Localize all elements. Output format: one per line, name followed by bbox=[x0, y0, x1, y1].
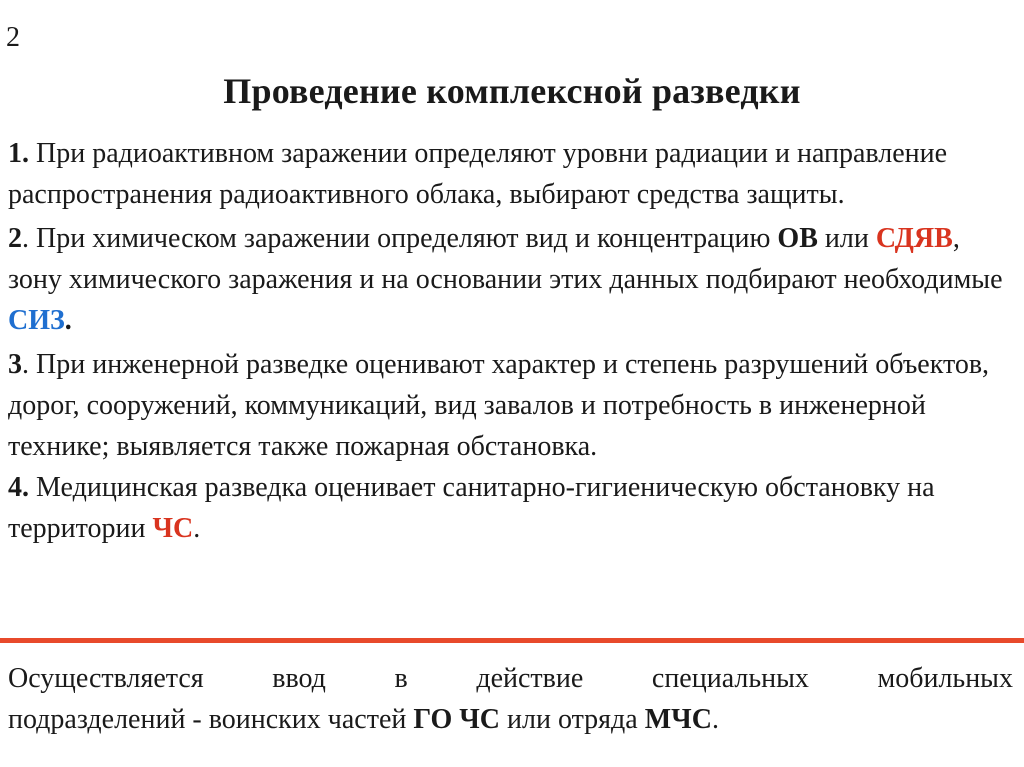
term-mchs: МЧС bbox=[644, 704, 712, 735]
term-siz: СИЗ bbox=[8, 305, 65, 336]
footer-text bbox=[8, 658, 1013, 740]
term-ov: ОВ bbox=[777, 223, 818, 254]
item-end: . bbox=[590, 431, 598, 462]
slide-title: Проведение комплексной разведки bbox=[223, 71, 801, 111]
divider-line bbox=[0, 638, 1024, 643]
footer-line-1: Осуществляется ввод в действие специальных мобильных bbox=[8, 663, 1013, 694]
item-number: 1. bbox=[8, 138, 29, 169]
term-go-chs: ГО ЧС bbox=[413, 704, 501, 735]
list-item-1 bbox=[8, 133, 1013, 215]
item-number: 3 bbox=[8, 349, 22, 380]
list-item-3 bbox=[8, 344, 1013, 467]
footer-end: . bbox=[711, 704, 719, 735]
footer-line-2: подразделений - воинских частей bbox=[8, 704, 414, 735]
item-number: 4. bbox=[8, 472, 29, 503]
term-chs: ЧС bbox=[152, 513, 194, 544]
item-text: или bbox=[817, 223, 876, 254]
item-text: . При инженерной разведке оценивают характер и степень разрушений объектов, дорог, сооружений, коммуникаций, вид завалов и потребность в инженерной технике; выявляется также пожарная обстановка bbox=[8, 349, 990, 462]
item-text: Медицинская разведка оценивает санитарно-гигиеническую обстановку на территории bbox=[8, 472, 935, 544]
item-end: . bbox=[837, 179, 845, 210]
item-end: . bbox=[64, 305, 72, 336]
item-text: , зону химического заражения и на основании этих данных подбирают необходимые bbox=[8, 223, 1003, 295]
slide-number: 2 bbox=[6, 22, 20, 53]
item-end: . bbox=[193, 513, 201, 544]
term-sdyav: СДЯВ bbox=[875, 223, 953, 254]
footer-text-mid: или отряда bbox=[500, 704, 645, 735]
item-text: . При химическом заражении определяют вид и концентрацию bbox=[22, 223, 778, 254]
item-text: При радиоактивном заражении определяют уровни радиации и направление распространения радиоактивного облака, выбирают средства защиты bbox=[8, 138, 948, 210]
content-list bbox=[8, 133, 1013, 552]
item-number: 2 bbox=[8, 223, 22, 254]
list-item-4 bbox=[8, 467, 1013, 549]
list-item-2 bbox=[8, 218, 1013, 341]
